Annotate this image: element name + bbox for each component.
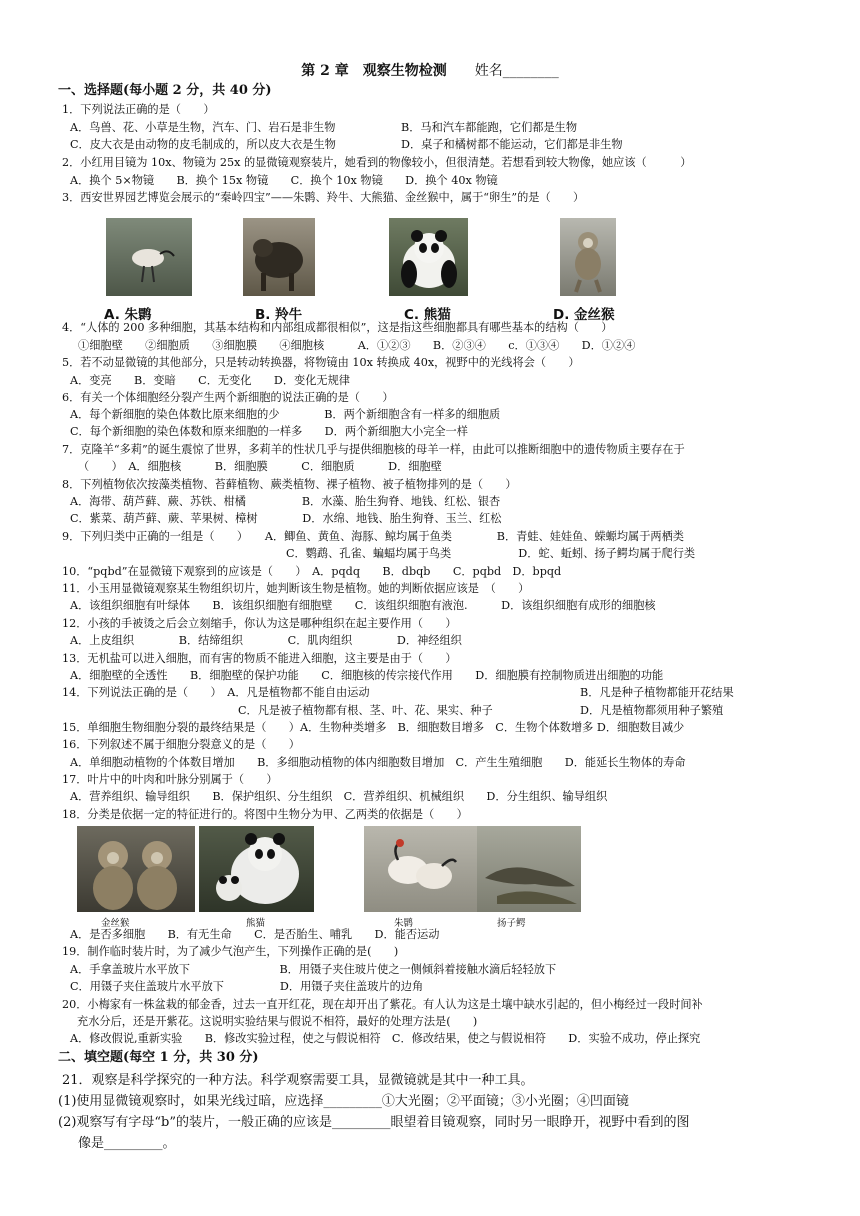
q1-option-a: A．鸟兽、花、小草是生物，汽车、门、岩石是非生物 (70, 121, 336, 134)
q1-option-c: C．皮大衣是由动物的皮毛制成的，所以皮大衣是生物 (70, 138, 336, 151)
q11-options: A．该组织细胞有叶绿体 B．该组织细胞有细胞壁 C．该组织细胞有液泡. D．该组织细胞有成形的细胞核 (70, 599, 656, 612)
q7-stem: 7．克隆羊“多莉”的诞生震惊了世界，多莉羊的性状几乎与提供细胞核的母羊一样，由此可以推断细胞中的遗传物质主要存在于 (62, 443, 685, 456)
pandas-photo (199, 826, 314, 912)
q16-stem: 16．下列叙述不属于细胞分裂意义的是（ ） (62, 738, 300, 751)
q15-stem: 15．单细胞生物细胞分裂的最终结果是（ ）A．生物种类增多 B．细胞数目增多 C．生物个体数增多 D．细胞数目减少 (62, 721, 685, 734)
q14-stem: 14．下列说法正确的是（ ） A．凡是植物都不能自由运动 (62, 686, 370, 699)
q6-options-ab: A．每个新细胞的染色体数比原来细胞的少 B．两个新细胞含有一样多的细胞质 (70, 408, 501, 421)
q9-options-cd: C．鹦鹉、孔雀、蝙蝠均属于鸟类 D．蛇、蚯蚓、扬子鳄均属于爬行类 (286, 547, 696, 560)
q21-part3: 像是_________。 (78, 1136, 176, 1151)
q19-options-ab: A．手拿盖玻片水平放下 B．用镊子夹住玻片使之一侧倾斜着接触水滴后轻轻放下 (70, 963, 557, 976)
q13-stem: 13．无机盐可以进入细胞，而有害的物质不能进入细胞，这主要是由于（ ） (62, 652, 457, 665)
q21-part2: (2)观察写有字母“b”的装片，一般正确的应该是_________眼望着目镜观察，同时另一眼睁开，视野中看到的图 (58, 1115, 690, 1130)
q17-stem: 17．叶片中的叶肉和叶脉分别属于（ ） (62, 773, 278, 786)
alligator-photo (477, 826, 581, 912)
q7-options: （ ） A．细胞核 B．细胞膜 C．细胞质 D．细胞壁 (78, 460, 442, 473)
alligator-caption: 扬子鳄 (497, 918, 526, 929)
q20-line2: 充水分后，还是开紫花。这说明实验结果与假说不相符，最好的处理方法是( ) (77, 1015, 478, 1028)
panda-caption: C. 熊猫 (404, 307, 451, 323)
q20-options: A．修改假说,重新实验 B．修改实验过程，使之与假说相符 C．修改结果，使之与假说相符 D．实验不成功，停止探究 (70, 1032, 701, 1045)
ibis-caption: A. 朱鹮 (104, 307, 152, 323)
section2-heading: 二、填空题(每空 1 分，共 30 分) (58, 1050, 259, 1065)
section1-heading: 一、选择题(每小题 2 分，共 40 分) (58, 83, 272, 98)
q8-options-ab: A．海带、葫芦藓、蕨、苏铁、柑橘 B．水藻、胎生狗脊、地钱、红松、银杏 (70, 495, 501, 508)
ibis-caption-2: 朱鹮 (394, 918, 414, 929)
name-field-label: 姓名________ (474, 63, 559, 79)
golden-monkey-caption: 金丝猴 (101, 918, 130, 929)
q6-options-cd: C．每个新细胞的染色体数和原来细胞的一样多 D．两个新细胞大小完全一样 (70, 425, 468, 438)
ibis-pair-photo (364, 826, 477, 912)
q3-stem: 3．西安世界园艺博览会展示的“秦岭四宝”——朱鹮、羚牛、大熊猫、金丝猴中，属于“卵生”的是（ ） (62, 191, 585, 204)
q10-stem: 10．“pqbd”在显微镜下观察到的应该是（ ） A．pqdq B．dbqb C．pqbd D．bpqd (62, 565, 562, 578)
q14-option-d: D．凡是植物都须用种子繁殖 (580, 704, 724, 717)
q19-options-cd: C．用镊子夹住盖玻片水平放下 D．用镊子夹住盖玻片的边角 (70, 980, 424, 993)
q1-option-b: B．马和汽车都能跑，它们都是生物 (401, 121, 578, 134)
q9-stem: 9．下列归类中正确的一组是（ ） A．鲫鱼、黄鱼、海豚、鲸均属于鱼类 B．青蛙、娃娃鱼、蝾螈均属于两栖类 (62, 530, 684, 543)
q1-option-d: D．桌子和橘树都不能运动，它们都是非生物 (401, 138, 623, 151)
q12-options: A．上皮组织 B．结缔组织 C．肌肉组织 D．神经组织 (70, 634, 462, 647)
q6-stem: 6．有关一个体细胞经分裂产生两个新细胞的说法正确的是（ ） (62, 391, 394, 404)
q4-stem: 4．“人体的 200 多种细胞，其基本结构和内部组成都很相似”，这是指这些细胞都具有哪些基本的结构（ ） (62, 321, 613, 334)
q1-stem: 1．下列说法正确的是（ ） (62, 103, 215, 116)
panda-photo (389, 218, 468, 296)
title-text: 第 2 章 观察生物检测 (301, 63, 447, 79)
q14-option-c: C．凡是被子植物都有根、茎、叶、花、果实、种子 (238, 704, 493, 717)
q5-stem: 5．若不动显微镜的其他部分，只是转动转换器，将物镜由 10x 转换成 40x，视野中的光线将会（ ） (62, 356, 580, 369)
q5-options: A．变亮 B．变暗 C．无变化 D．变化无规律 (70, 374, 350, 387)
q19-stem: 19．制作临时装片时，为了减少气泡产生，下列操作正确的是( ) (62, 945, 399, 958)
golden-monkey-photo (560, 218, 616, 296)
q11-stem: 11．小玉用显微镜观察某生物组织切片，她判断该生物是植物。她的判断依据应该是 （ ） (62, 582, 530, 595)
panda-caption-2: 熊猫 (246, 918, 266, 929)
golden-monkeys-photo (77, 826, 195, 912)
q14-option-b: B．凡是种子植物都能开花结果 (580, 686, 734, 699)
q2-options: A．换个 5×物镜 B．换个 15x 物镜 C．换个 10x 物镜 D．换个 40x 物镜 (70, 174, 498, 187)
monkey-caption: D. 金丝猴 (553, 307, 615, 323)
q12-stem: 12．小孩的手被烫之后会立刻缩手，你认为这是哪种组织在起主要作用（ ） (62, 617, 457, 630)
q20-line1: 20．小梅家有一株盆栽的郁金香，过去一直开红花，现在却开出了紫花。有人认为这是土壤中缺水引起的，但小梅经过一段时间补 (62, 998, 703, 1011)
q8-stem: 8．下列植物依次按藻类植物、苔藓植物、蕨类植物、裸子植物、被子植物排列的是（ ） (62, 478, 517, 491)
q16-options: A．单细胞动植物的个体数目增加 B．多细胞动植物的体内细胞数目增加 C．产生生殖细胞 D．能延长生物体的寿命 (70, 756, 686, 769)
q18-options: A．是否多细胞 B．有无生命 C．是否胎生、哺乳 D．能否运动 (70, 928, 440, 941)
q4-options: ①细胞壁 ②细胞质 ③细胞膜 ④细胞核 A．①②③ B．②③④ c．①③④ D．①②④ (78, 339, 636, 352)
takin-photo (243, 218, 315, 296)
q18-stem: 18．分类是依据一定的特征进行的。将图中生物分为甲、乙两类的依据是（ ） (62, 808, 468, 821)
q8-options-cd: C．紫菜、葫芦藓、蕨、苹果树、樟树 D．水绵、地钱、胎生狗脊、玉兰、红松 (70, 512, 502, 525)
q21-stem: 21．观察是科学探究的一种方法。科学观察需要工具，显微镜就是其中一种工具。 (62, 1073, 534, 1088)
takin-caption: B. 羚牛 (255, 307, 303, 323)
crested-ibis-photo (106, 218, 192, 296)
q13-options: A．细胞壁的全透性 B．细胞壁的保护功能 C．细胞核的传宗接代作用 D．细胞膜有控制物质进出细胞的功能 (70, 669, 664, 682)
q21-part1: (1)使用显微镜观察时，如果光线过暗，应选择_________①大光圈；②平面镜；③小光圈；④凹面镜 (58, 1094, 629, 1109)
q2-stem: 2．小红用目镜为 10x、物镜为 25x 的显微镜观察装片，她看到的物像较小，但很清楚。若想看到较大物像，她应该（ ） (62, 156, 692, 169)
q17-options: A．营养组织、输导组织 B．保护组织、分生组织 C．营养组织、机械组织 D．分生组织、输导组织 (70, 790, 608, 803)
page-title (0, 62, 860, 80)
